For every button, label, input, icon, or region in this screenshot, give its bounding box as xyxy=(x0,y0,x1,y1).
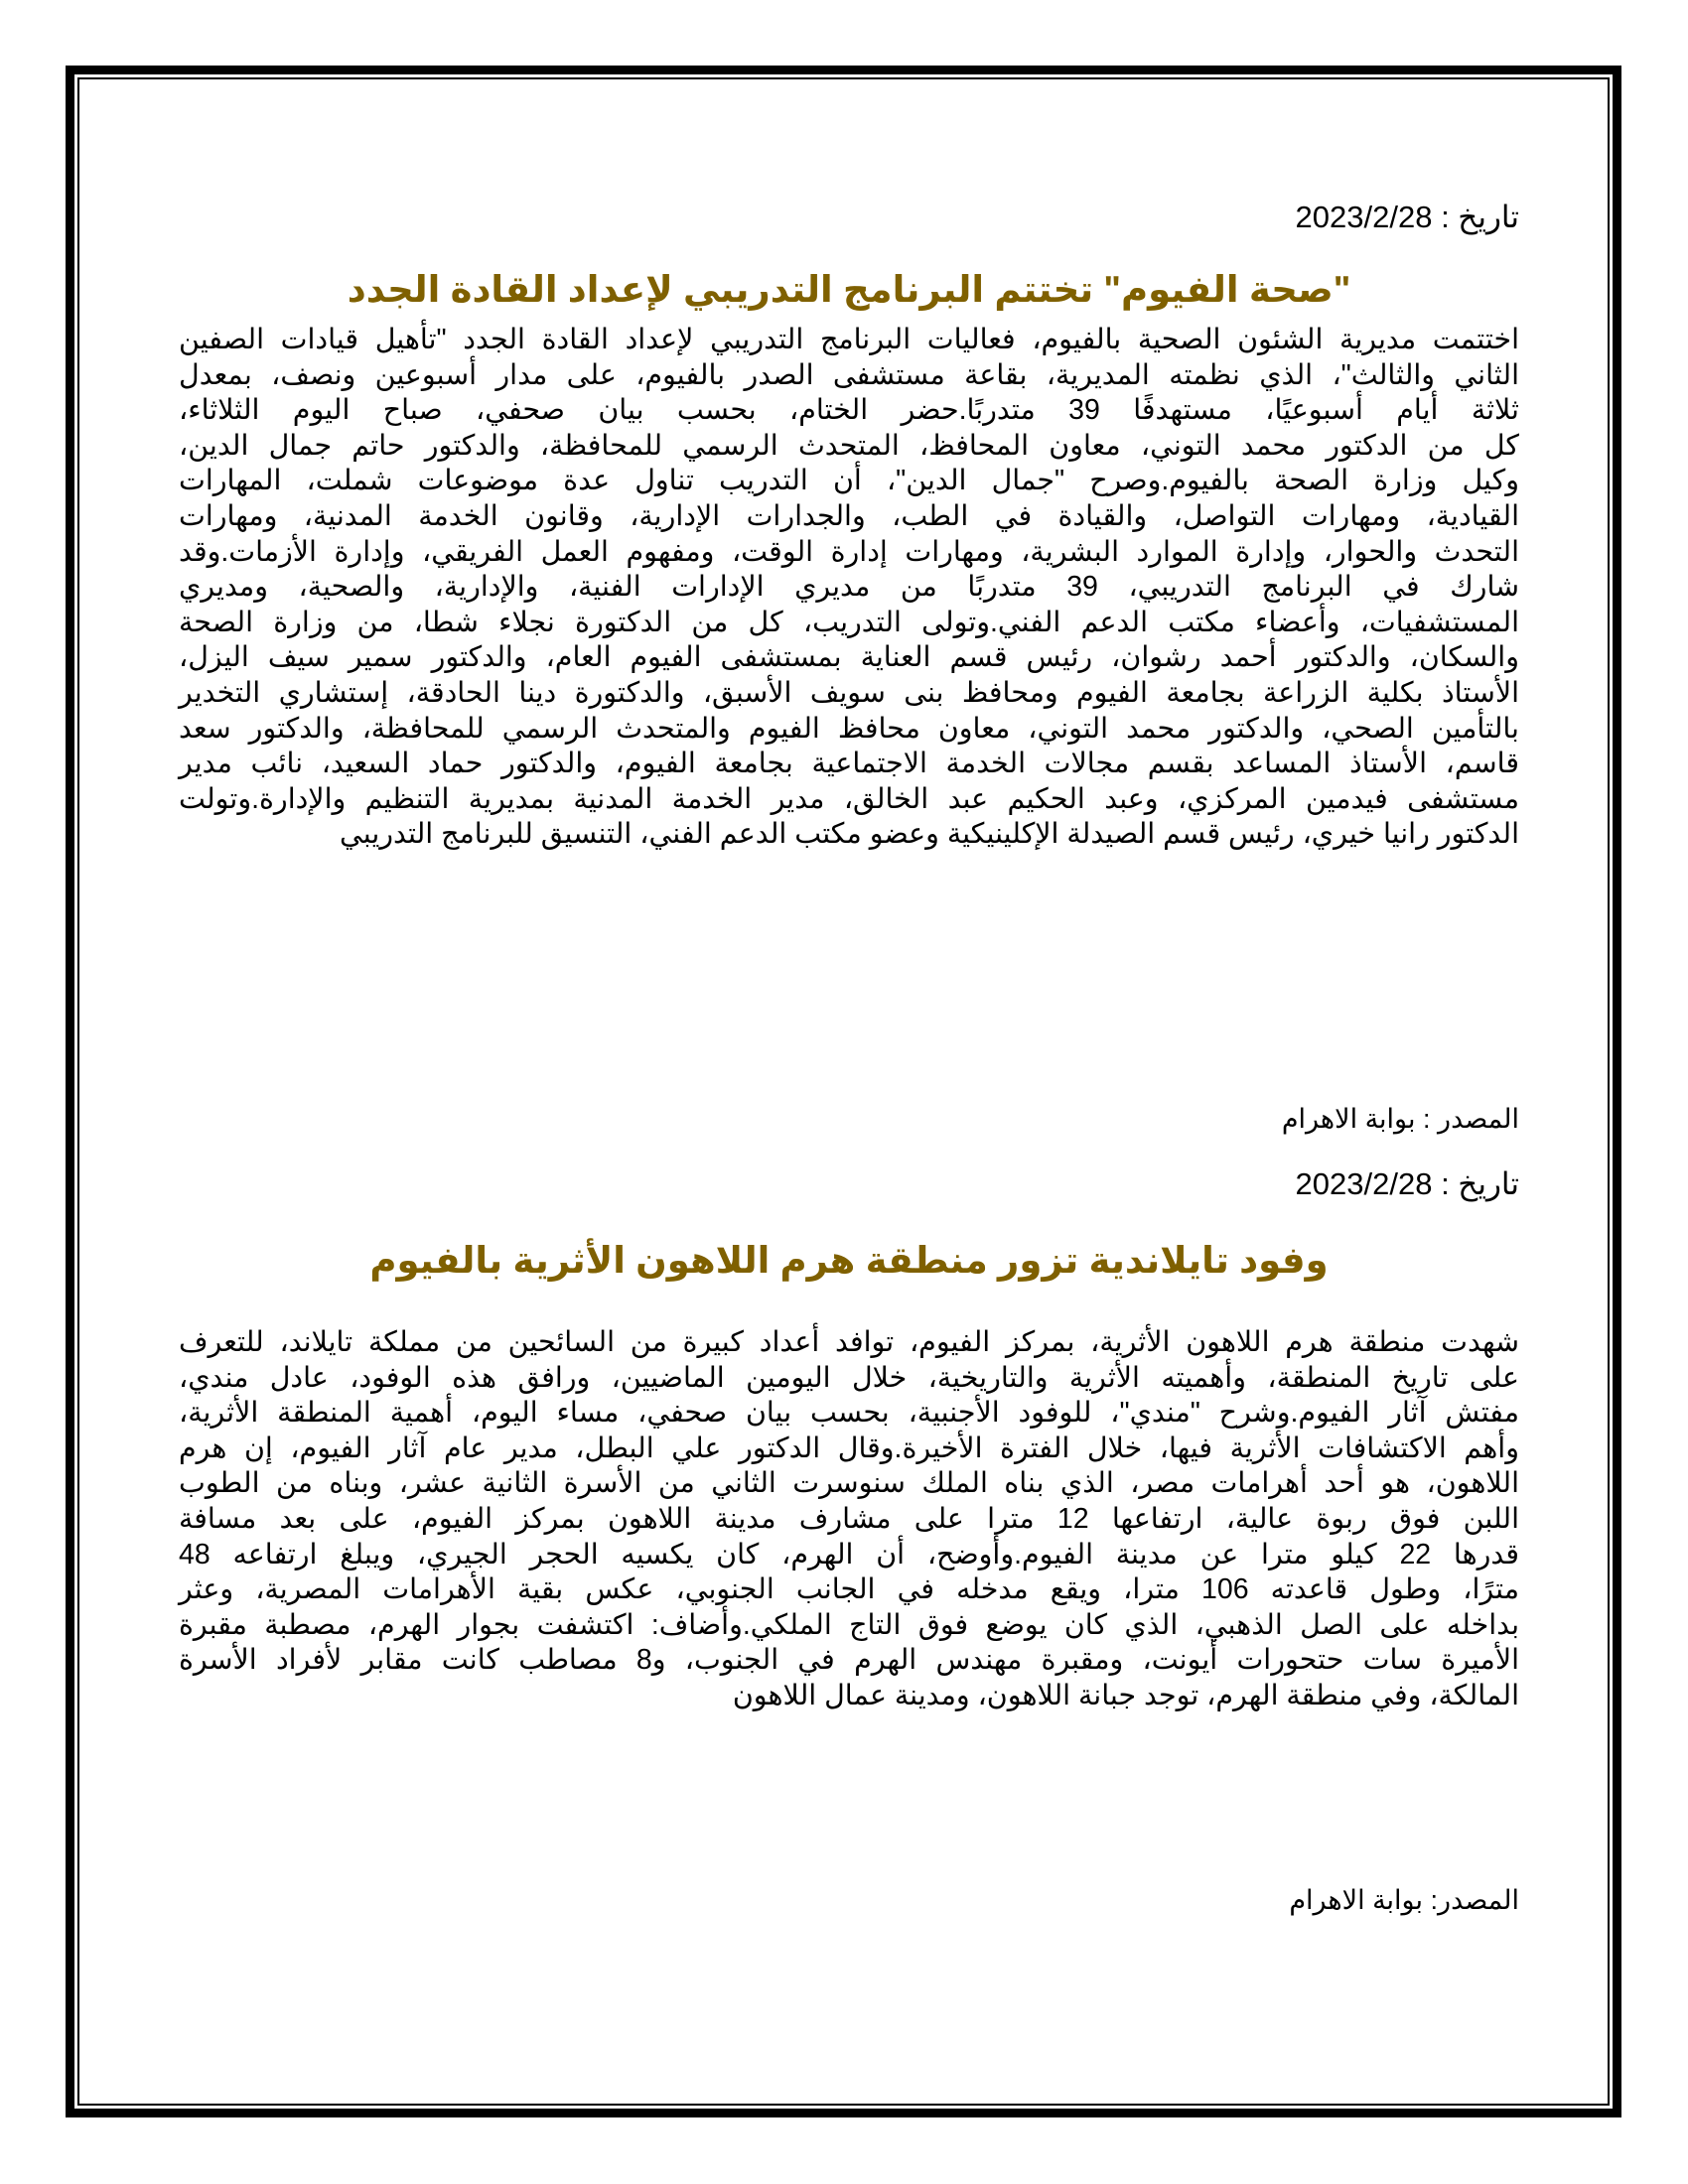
body-line: اختتمت مديرية الشئون الصحية بالفيوم، فعاليات البرنامج التدريبي لإعداد القادة الجدد "تأهيل قيادات الصفين xyxy=(179,324,1519,355)
body-line: ثلاثة أيام أسبوعيًا، مستهدفًا 39 متدربًا.حضر الختام، بحسب بيان صحفي، صباح اليوم الثلاثاء، xyxy=(179,394,1519,427)
body-line: مستشفى فيدمين المركزي، وعبد الحكيم عبد الخالق، مدير الخدمة المدنية بمديرية التنظيم والإدارة.وتولت xyxy=(179,782,1519,815)
body-line: الأميرة سات حتحورات أيونت، ومقبرة مهندس الهرم في الجنوب، و8 مصاطب كانت مقابر لأفراد الأسرة xyxy=(179,1644,1519,1677)
body-line: على تاريخ المنطقة، وأهميته الأثرية والتاريخية، خلال اليومين الماضيين، ورافق هذه الوفود، عادل مندي، xyxy=(179,1361,1519,1394)
body-line: شهدت منطقة هرم اللاهون الأثرية، بمركز الفيوم، توافد أعداد كبيرة من السائحين من مملكة تايلاند، للتعرف xyxy=(179,1326,1519,1358)
body-line: قدرها 22 كيلو مترا عن مدينة الفيوم.وأوضح، أن الهرم، كان يكسيه الحجر الجيري، ويبلغ ارتفاعه 48 xyxy=(179,1538,1519,1570)
article-2-date xyxy=(1296,1166,1519,1202)
body-line: والسكان، والدكتور أحمد رشوان، رئيس قسم العناية بمستشفى الفيوم العام، والدكتور سمير سيف اليزل، xyxy=(179,641,1519,674)
body-line: وأهم الاكتشافات الأثرية فيها، خلال الفترة الأخيرة.وقال الدكتور علي البطل، مدير عام آثار الفيوم، إن هرم xyxy=(179,1432,1519,1464)
body-line: قاسم، الأستاذ المساعد بقسم مجالات الخدمة الاجتماعية بجامعة الفيوم، والدكتور حماد السعيد، نائب مدير xyxy=(179,748,1519,780)
date-value: 2023/2/28 xyxy=(1295,1166,1433,1201)
article-2-title: وفود تايلاندية تزور منطقة هرم اللاهون الأثرية بالفيوم xyxy=(369,1240,1329,1281)
body-line: المالكة، وفي منطقة الهرم، توجد جبانة اللاهون، ومدينة عمال اللاهون xyxy=(732,1679,1519,1711)
article-1-title: "صحة الفيوم" تختتم البرنامج التدريبي لإعداد القادة الجدد xyxy=(347,269,1351,310)
body-line: اللبن فوق ربوة عالية، ارتفاعها 12 مترا على مشارف مدينة اللاهون بمركز الفيوم، على بعد مسافة xyxy=(179,1502,1519,1535)
body-line: كل من الدكتور محمد التوني، معاون المحافظ، المتحدث الرسمي للمحافظة، والدكتور حاتم جمال الدين، xyxy=(179,429,1519,462)
article-1-body xyxy=(179,323,1519,853)
body-line: اللاهون، هو أحد أهرامات مصر، الذي بناه الملك سنوسرت الثاني من الأسرة الثانية عشر، وبناه من الطوب xyxy=(179,1467,1519,1500)
body-line: التحدث والحوار، وإدارة الموارد البشرية، ومهارات إدارة الوقت، ومفهوم العمل الفريقي، وإدارة الأزمات.وقد xyxy=(179,535,1519,568)
body-line: بداخله على الصل الذهبي، الذي كان يوضع فوق التاج الملكي.وأضاف: اكتشفت بجوار الهرم، مصطبة مقبرة xyxy=(179,1608,1519,1641)
body-line: وكيل وزارة الصحة بالفيوم.وصرح "جمال الدين"، أن التدريب تناول عدة موضوعات شملت، المهارات xyxy=(179,465,1519,497)
date-label: تاريخ : xyxy=(1432,1166,1519,1201)
date-label: تاريخ : xyxy=(1432,200,1519,234)
body-line: الثاني والثالث"، الذي نظمته المديرية، بقاعة مستشفى الصدر بالفيوم، على مدار أسبوعين ونصف، بمعدل xyxy=(179,358,1519,391)
body-line: شارك في البرنامج التدريبي، 39 متدربًا من مديري الإدارات الفنية، والإدارية، والصحية، ومديري xyxy=(179,571,1520,604)
article-2-source: المصدر: بوابة الاهرام xyxy=(1289,1885,1519,1915)
body-line: بالتأمين الصحي، والدكتور محمد التوني، معاون محافظ الفيوم والمتحدث الرسمي للمحافظة، والدكتور سعد xyxy=(179,712,1519,745)
body-line: القيادية، ومهارات التواصل، والقيادة في الطب، والجدارات الإدارية، وقانون الخدمة المدنية، ومهارات xyxy=(179,499,1519,532)
article-1-source: المصدر : بوابة الاهرام xyxy=(1281,1104,1519,1134)
body-line: الدكتور رانيا خيري، رئيس قسم الصيدلة الإكلينيكية وعضو مكتب الدعم الفني، التنسيق للبرنامج التدريبي xyxy=(339,818,1519,851)
body-line: المستشفيات، وأعضاء مكتب الدعم الفني.وتولى التدريب، كل من الدكتورة نجلاء شطا، من وزارة الصحة xyxy=(179,606,1519,638)
date-value: 2023/2/28 xyxy=(1295,200,1433,234)
body-line: مترًا، وطول قاعدته 106 مترا، ويقع مدخله في الجانب الجنوبي، عكس بقية الأهرامات المصرية، وعثر xyxy=(179,1573,1519,1606)
article-1-date xyxy=(1296,200,1519,235)
body-line: الأستاذ بكلية الزراعة بجامعة الفيوم ومحافظ بنى سويف الأسبق، والدكتورة دينا الحادقة، إستشاري التخدير xyxy=(179,676,1519,709)
body-line: مفتش آثار الفيوم.وشرح "مندي"، للوفود الأجنبية، بحسب بيان صحفي، مساء اليوم، أهمية المنطقة الأثرية، xyxy=(179,1397,1519,1430)
article-2-body xyxy=(179,1325,1519,1714)
